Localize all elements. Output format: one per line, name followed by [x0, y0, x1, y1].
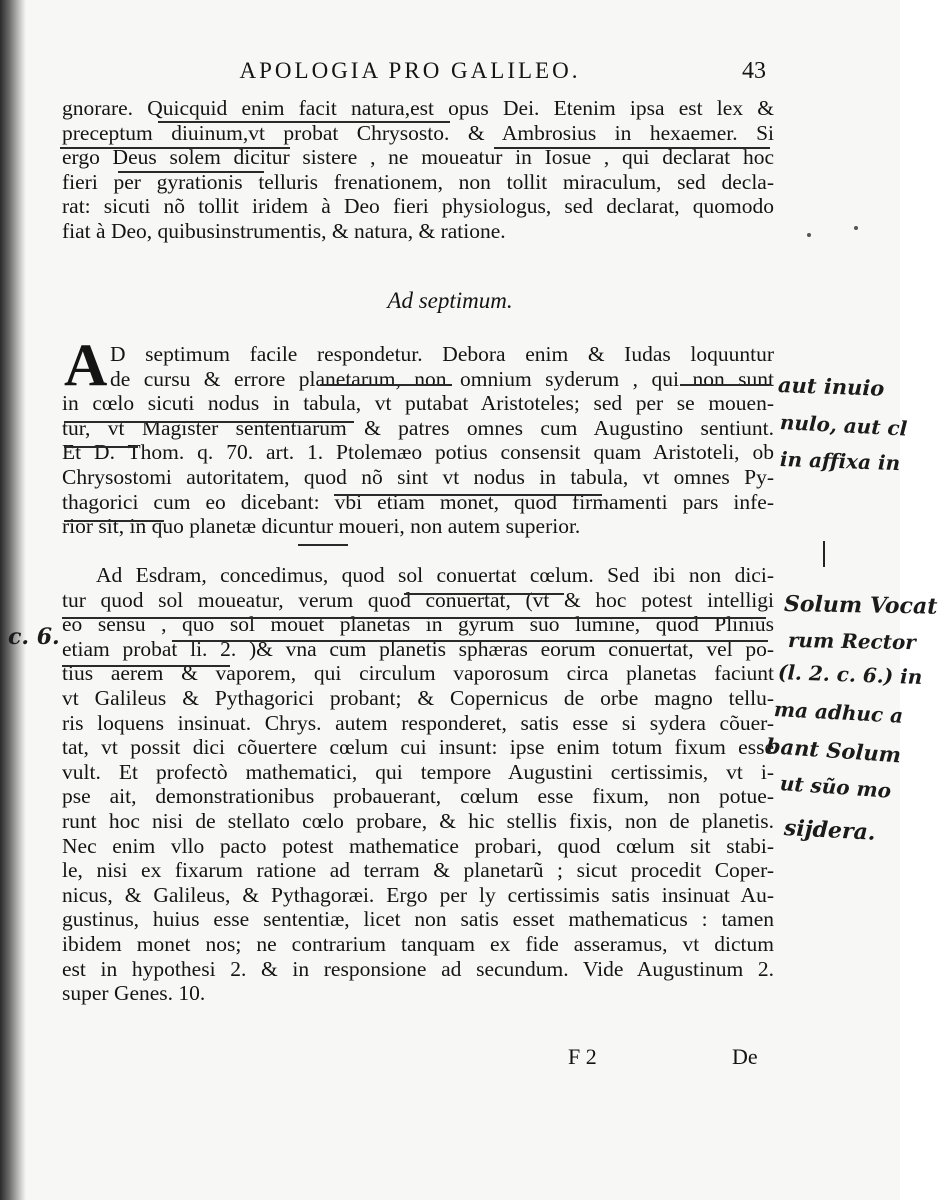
- text-line: preceptum diuinum,vt probat Chrysosto. & Ambrosius in hexaemer. Si: [62, 120, 774, 145]
- underline-mark: [494, 147, 770, 149]
- underline-mark: [62, 665, 230, 667]
- paragraph-3: [62, 563, 774, 1006]
- text-line: runt hoc nisi de stellato cœlo probare, & hic stellis fixis, non de planetis.: [62, 808, 774, 833]
- underline-mark: [64, 520, 164, 522]
- text-line: D septimum facile respondetur. Debora enim & Iudas loquuntur: [110, 342, 774, 366]
- text-line: thagorici cum eo dicebant: vbi etiam monet, quod firmamenti pars infe-: [62, 489, 774, 514]
- text-line: de cursu & errore planetarum, non omnium syderum , qui non sunt: [110, 366, 774, 391]
- text-line: ergo Deus solem dicitur sistere , ne moueatur in Iosue , qui declarat hoc: [62, 145, 774, 170]
- section-heading: Ad septimum.: [387, 288, 513, 313]
- marginal-note: c. 6.: [8, 624, 60, 650]
- marginal-note: Solum Vocat: [783, 591, 938, 620]
- binding-gutter: [0, 0, 26, 1200]
- text-line: vult. Et profectò mathematici, qui tempore Augustini certissimis, vt i-: [62, 759, 774, 784]
- paragraph-2: [62, 342, 774, 539]
- underline-mark: [118, 171, 264, 173]
- margin-dot: [807, 233, 811, 237]
- marginal-note: rum Rector: [787, 628, 917, 655]
- underline-mark: [298, 544, 348, 546]
- marginal-note: ut sũo mo: [779, 771, 892, 803]
- text-line: super Genes. 10.: [62, 981, 206, 1006]
- text-line: rior sit, in quo planetæ dicuntur moueri, non autem superior.: [62, 514, 581, 539]
- paragraph-1: [62, 96, 774, 244]
- text-line: in cœlo sicuti nodus in tabula, vt putabat Aristoteles; sed per se mouen-: [62, 391, 774, 416]
- text-line: tat, vt possit dici cõuertere cœlum cui insunt: ipse enim totum fixum esse: [62, 735, 774, 760]
- text-line: Chrysostomi autoritatem, quod nõ sint vt nodus in tabula, vt omnes Py-: [62, 464, 774, 489]
- text-line: tius aerem & vaporem, qui circulum vaporosum circa planetas faciunt: [62, 661, 774, 686]
- text-line: ris loquens insinuat. Chrys. autem responderet, satis esse si sydera cõuer-: [62, 710, 774, 735]
- running-head: APOLOGIA PRO GALILEO.: [239, 58, 581, 83]
- margin-bar: [823, 541, 825, 567]
- margin-dot: [854, 226, 858, 230]
- catchword: De: [732, 1044, 758, 1069]
- text-line: tur quod sol moueatur, verum quod conuertat, (vt & hoc potest intelligi: [62, 587, 774, 612]
- underline-mark: [680, 384, 770, 386]
- underline-mark: [334, 494, 602, 496]
- marginal-note: in affixa in: [779, 447, 901, 476]
- text-line: fieri per gyrationis telluris frenationem, non tollit miraculum, sed decla-: [62, 169, 774, 194]
- page-number: 43: [742, 58, 766, 84]
- underline-mark: [60, 147, 290, 149]
- text-line: pse ait, demonstrationibus probauerant, cœlum esse fixum, non potue-: [62, 784, 774, 809]
- marginal-note: ma adhuc a: [773, 697, 904, 728]
- text-line: eo sensu , quo sol mouet planetas in gyrum suo lumine, quod Plinius: [62, 612, 774, 637]
- marginal-note: sijdera.: [783, 815, 877, 846]
- marginal-note: aut inuio: [777, 372, 885, 401]
- underline-mark: [64, 446, 138, 448]
- marginal-note: (l. 2. c. 6.) in: [777, 660, 923, 690]
- text-line: gustinus, huius esse sententiæ, licet non satis esset mathematicus : tamen: [62, 907, 774, 932]
- text-line: ibidem monet nos; ne contrarium tanquam ex fide asseramus, vt dictum: [62, 931, 774, 956]
- underline-mark: [158, 121, 450, 123]
- underline-mark: [320, 384, 452, 386]
- text-line: tur, vt Magister sententiarum & patres omnes cum Augustino sentiunt.: [62, 415, 774, 440]
- text-line: rat: sicuti nõ tollit iridem à Deo fieri physiologus, sed declarat, quomodo: [62, 194, 774, 219]
- text-line: est in hypothesi 2. & in responsione ad secundum. Vide Augustinum 2.: [62, 956, 774, 981]
- underline-mark: [172, 640, 768, 642]
- text-line: nicus, & Galileus, & Pythagoræi. Ergo per ly certissimis satis insinuat Au-: [62, 882, 774, 907]
- text-line: Ad Esdram, concedimus, quod sol conuertat cœlum. Sed ibi non dici-: [96, 563, 774, 587]
- underline-mark: [64, 421, 354, 423]
- marginal-note: nulo, aut cl: [779, 410, 908, 441]
- text-line: Nec enim vllo pacto potest mathematice probari, quod cœlum sit stabi-: [62, 833, 774, 858]
- text-line: Et D. Thom. q. 70. art. 1. Ptolemæo potius consensit quam Aristoteli, ob: [62, 440, 774, 465]
- drop-cap: A: [64, 332, 108, 398]
- text-line: etiam probat li. 2. )& vna cum planetis sphæras eorum conuertat, vel po-: [62, 636, 774, 661]
- signature-mark: F 2: [568, 1044, 597, 1069]
- text-line: fiat à Deo, quibusinstrumentis, & natura, & ratione.: [62, 218, 506, 243]
- text-line: gnorare. Quicquid enim facit natura,est opus Dei. Etenim ipsa est lex &: [62, 96, 774, 120]
- underline-mark: [404, 593, 564, 595]
- text-line: vt Galileus & Pythagorici probant; & Copernicus de orbe magno tellu-: [62, 685, 774, 710]
- marginal-note: bant Solum: [765, 733, 902, 768]
- underline-mark: [62, 617, 766, 619]
- text-line: le, nisi ex fixarum ratione ad terram & planetarũ ; sicut procedit Coper-: [62, 858, 774, 883]
